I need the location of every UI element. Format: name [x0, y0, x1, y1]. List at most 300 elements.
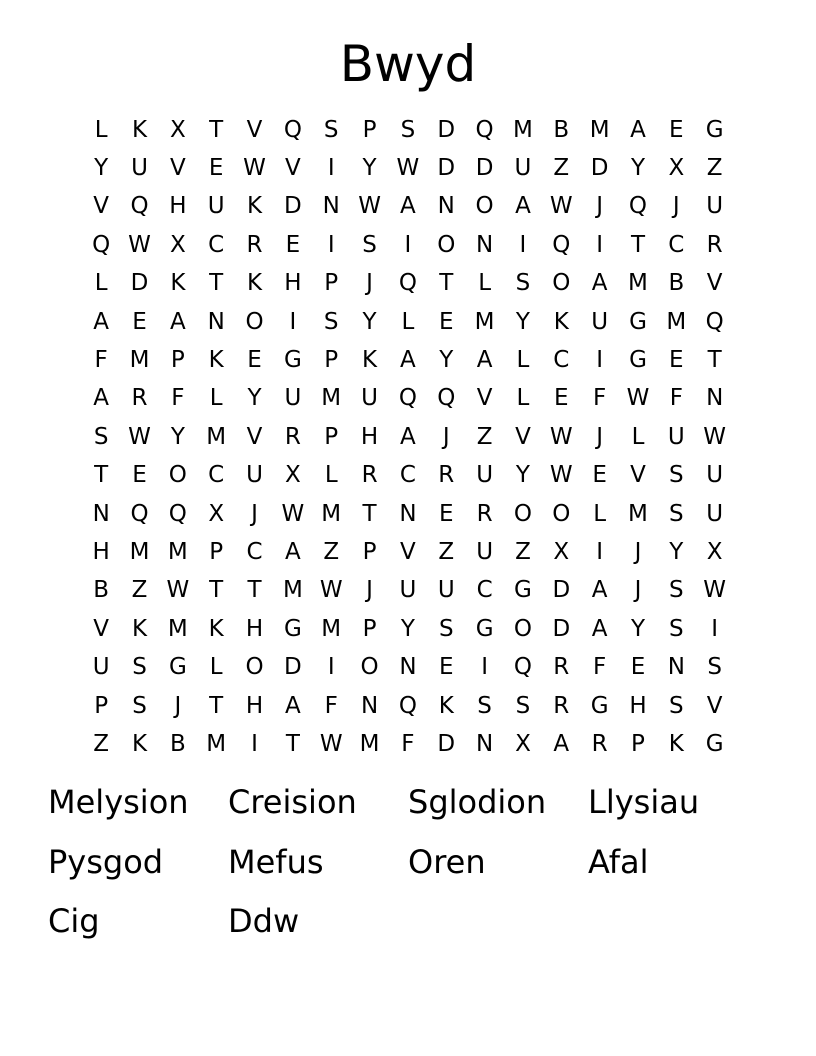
grid-cell[interactable]: E	[438, 308, 454, 335]
grid-cell[interactable]: F	[593, 385, 607, 412]
grid-cell[interactable]: G	[283, 347, 302, 374]
grid-cell[interactable]: Z	[323, 538, 340, 565]
grid-cell[interactable]: W	[396, 155, 420, 182]
grid-cell[interactable]: Z	[131, 577, 148, 604]
grid-cell[interactable]: C	[553, 347, 570, 374]
grid-cell[interactable]: J	[366, 577, 373, 604]
grid-cell[interactable]: G	[514, 577, 532, 604]
grid-cell[interactable]: H	[245, 692, 264, 719]
grid-cell[interactable]: E	[438, 654, 454, 681]
grid-cell[interactable]: I	[327, 654, 335, 681]
grid-cell[interactable]: Y	[362, 308, 377, 335]
grid-cell[interactable]: G	[629, 308, 647, 335]
grid-cell[interactable]: Y	[94, 155, 109, 182]
grid-cell[interactable]: U	[706, 193, 724, 220]
grid-cell[interactable]: L	[516, 347, 530, 374]
grid-cell[interactable]: V	[169, 155, 186, 182]
grid-cell[interactable]: Y	[669, 538, 684, 565]
grid-cell[interactable]: A	[591, 270, 608, 297]
grid-cell[interactable]: S	[669, 462, 684, 489]
grid-cell[interactable]: N	[360, 692, 379, 719]
grid-cell[interactable]: K	[131, 116, 148, 143]
grid-cell[interactable]: T	[439, 270, 454, 297]
grid-cell[interactable]: A	[285, 538, 301, 565]
grid-cell[interactable]: K	[131, 615, 148, 642]
grid-cell[interactable]: U	[514, 155, 532, 182]
grid-cell[interactable]: K	[247, 270, 263, 297]
grid-cell[interactable]: Z	[553, 155, 570, 182]
grid-cell[interactable]: W	[703, 577, 727, 604]
grid-cell[interactable]: N	[476, 730, 494, 757]
word-list-item: Creision	[228, 783, 357, 821]
grid-cell[interactable]: K	[208, 347, 224, 374]
grid-cell[interactable]: V	[706, 692, 723, 719]
grid-cell[interactable]: I	[519, 231, 527, 258]
grid-cell[interactable]: S	[438, 615, 454, 642]
grid-cell[interactable]: W	[128, 231, 151, 258]
grid-cell[interactable]: O	[475, 193, 494, 220]
grid-cell[interactable]: S	[707, 654, 722, 681]
grid-cell[interactable]: V	[630, 462, 646, 489]
grid-cell[interactable]: D	[552, 577, 571, 604]
grid-cell[interactable]: L	[324, 462, 338, 489]
grid-cell[interactable]: P	[362, 615, 377, 642]
grid-cell[interactable]: F	[171, 385, 185, 412]
word-list-item: Llysiau	[588, 783, 700, 821]
grid-cell[interactable]: D	[284, 193, 302, 220]
grid-cell[interactable]: V	[476, 385, 493, 412]
grid-cell[interactable]: W	[319, 730, 343, 757]
grid-cell[interactable]: S	[362, 231, 377, 258]
grid-cell[interactable]: M	[206, 423, 227, 450]
word-list-item: Sglodion	[408, 783, 547, 821]
grid-cell[interactable]: L	[401, 308, 415, 335]
grid-cell[interactable]: O	[552, 500, 571, 527]
grid-cell[interactable]: T	[707, 347, 722, 374]
grid-cell[interactable]: P	[324, 347, 339, 374]
grid-cell[interactable]: G	[705, 730, 724, 757]
grid-cell[interactable]: W	[319, 577, 343, 604]
grid-cell[interactable]: V	[246, 116, 263, 143]
grid-cell[interactable]: G	[590, 692, 609, 719]
grid-cell[interactable]: H	[284, 270, 302, 297]
grid-cell[interactable]: P	[94, 692, 109, 719]
grid-cell[interactable]: I	[711, 615, 719, 642]
grid-cell[interactable]: E	[247, 347, 262, 374]
grid-cell[interactable]: A	[591, 615, 608, 642]
grid-cell[interactable]: R	[553, 692, 570, 719]
grid-cell[interactable]: J	[251, 500, 258, 527]
grid-cell[interactable]: G	[283, 615, 302, 642]
grid-cell[interactable]: V	[515, 423, 531, 450]
grid-cell[interactable]: E	[285, 231, 301, 258]
grid-cell[interactable]: P	[362, 538, 377, 565]
grid-cell[interactable]: U	[207, 193, 225, 220]
grid-cell[interactable]: J	[596, 193, 604, 220]
grid-cell[interactable]: V	[93, 193, 110, 220]
grid-cell[interactable]: H	[245, 615, 264, 642]
grid-cell[interactable]: M	[666, 308, 687, 335]
grid-cell[interactable]: S	[400, 116, 416, 143]
grid-cell[interactable]: M	[129, 347, 150, 374]
grid-cell[interactable]: Q	[398, 385, 417, 412]
grid-cell[interactable]: Y	[247, 385, 262, 412]
grid-cell[interactable]: G	[168, 654, 187, 681]
grid-cell[interactable]: A	[630, 116, 646, 143]
grid-cell[interactable]: H	[169, 193, 187, 220]
letter-grid[interactable]	[82, 111, 734, 764]
grid-cell[interactable]: D	[590, 155, 609, 182]
grid-cell[interactable]: U	[437, 577, 455, 604]
grid-cell[interactable]: J	[672, 193, 680, 220]
grid-cell[interactable]: S	[477, 692, 492, 719]
grid-cell[interactable]: W	[626, 385, 650, 412]
grid-cell[interactable]: Z	[438, 538, 455, 565]
grid-cell[interactable]: R	[438, 462, 455, 489]
grid-cell[interactable]: T	[362, 500, 377, 527]
grid-cell[interactable]: K	[438, 692, 454, 719]
grid-cell[interactable]: Z	[706, 155, 723, 182]
grid-cell[interactable]: L	[631, 423, 645, 450]
grid-cell[interactable]: P	[324, 270, 339, 297]
grid-cell[interactable]: M	[321, 500, 342, 527]
grid-cell[interactable]: T	[630, 231, 646, 258]
grid-cell[interactable]: O	[513, 500, 532, 527]
grid-cell[interactable]: Y	[515, 462, 530, 489]
grid-cell[interactable]: N	[476, 231, 494, 258]
grid-cell[interactable]: W	[703, 423, 727, 450]
grid-cell[interactable]: R	[361, 462, 378, 489]
grid-cell[interactable]: Q	[437, 385, 456, 412]
grid-cell[interactable]: N	[92, 500, 110, 527]
grid-cell[interactable]: Q	[130, 193, 149, 220]
grid-cell[interactable]: D	[284, 654, 302, 681]
grid-cell[interactable]: U	[131, 155, 148, 182]
grid-cell[interactable]: H	[629, 692, 647, 719]
grid-cell[interactable]: N	[399, 500, 417, 527]
grid-cell[interactable]: E	[554, 385, 569, 412]
grid-cell[interactable]: G	[705, 116, 724, 143]
grid-cell[interactable]: D	[130, 270, 149, 297]
grid-cell[interactable]: M	[282, 577, 303, 604]
grid-cell[interactable]: U	[667, 423, 685, 450]
grid-cell[interactable]: L	[593, 500, 607, 527]
grid-cell[interactable]: M	[628, 500, 648, 527]
grid-cell[interactable]: Y	[515, 308, 530, 335]
grid-cell[interactable]: X	[169, 116, 186, 143]
grid-cell[interactable]: E	[669, 116, 684, 143]
grid-cell[interactable]: D	[437, 730, 456, 757]
grid-cell[interactable]: Q	[283, 116, 302, 143]
grid-cell[interactable]: T	[209, 577, 224, 604]
grid-cell[interactable]: P	[631, 730, 645, 757]
word-list-item: Melysion	[48, 783, 189, 821]
grid-cell[interactable]: Q	[513, 654, 532, 681]
grid-cell[interactable]: A	[400, 423, 416, 450]
grid-cell[interactable]: M	[628, 270, 648, 297]
grid-cell[interactable]: T	[209, 270, 224, 297]
grid-cell[interactable]: U	[476, 538, 494, 565]
grid-cell[interactable]: O	[245, 654, 264, 681]
grid-cell[interactable]: U	[706, 462, 724, 489]
grid-cell[interactable]: M	[129, 538, 150, 565]
grid-cell[interactable]: E	[592, 462, 607, 489]
grid-cell[interactable]: C	[246, 538, 263, 565]
grid-cell[interactable]: U	[361, 385, 378, 412]
grid-cell[interactable]: M	[167, 538, 188, 565]
grid-cell[interactable]: T	[94, 462, 109, 489]
grid-cell[interactable]: J	[596, 423, 604, 450]
grid-cell[interactable]: W	[128, 423, 151, 450]
grid-cell[interactable]: X	[169, 231, 186, 258]
grid-cell[interactable]: O	[168, 462, 187, 489]
grid-cell[interactable]: Q	[398, 270, 417, 297]
word-list-item: Afal	[588, 842, 649, 881]
grid-cell[interactable]: G	[475, 615, 494, 642]
grid-cell[interactable]: W	[166, 577, 190, 604]
grid-cell[interactable]: S	[669, 692, 684, 719]
grid-cell[interactable]: X	[515, 730, 531, 757]
grid-cell[interactable]: F	[324, 692, 338, 719]
grid-cell[interactable]: K	[131, 730, 148, 757]
grid-cell[interactable]: K	[247, 193, 263, 220]
grid-cell[interactable]: E	[132, 462, 147, 489]
grid-cell[interactable]: F	[593, 654, 607, 681]
grid-cell[interactable]: C	[668, 231, 685, 258]
grid-cell[interactable]: I	[596, 347, 604, 374]
grid-cell[interactable]: O	[513, 615, 532, 642]
grid-cell[interactable]: M	[321, 385, 342, 412]
grid-cell[interactable]: R	[476, 500, 493, 527]
grid-cell[interactable]: L	[94, 270, 108, 297]
grid-cell[interactable]: S	[323, 116, 339, 143]
grid-cell[interactable]: E	[208, 155, 224, 182]
grid-cell[interactable]: B	[668, 270, 685, 297]
grid-cell[interactable]: Y	[439, 347, 454, 374]
grid-cell[interactable]: I	[404, 231, 412, 258]
grid-cell[interactable]: W	[281, 500, 305, 527]
grid-cell[interactable]: X	[668, 155, 685, 182]
grid-cell[interactable]: Z	[515, 538, 531, 565]
grid-cell[interactable]: W	[549, 462, 573, 489]
grid-cell[interactable]: Q	[398, 692, 417, 719]
grid-cell[interactable]: E	[669, 347, 684, 374]
grid-cell[interactable]: R	[553, 654, 570, 681]
grid-cell[interactable]: N	[437, 193, 455, 220]
word-list-item: Ddw	[228, 902, 300, 940]
grid-cell[interactable]: Q	[92, 231, 111, 258]
grid-cell[interactable]: P	[170, 347, 185, 374]
grid-cell[interactable]: H	[92, 538, 110, 565]
grid-cell[interactable]: M	[167, 615, 188, 642]
grid-cell[interactable]: A	[400, 193, 416, 220]
grid-cell[interactable]: O	[360, 654, 379, 681]
grid-cell[interactable]: X	[706, 538, 723, 565]
grid-cell[interactable]: E	[630, 654, 646, 681]
grid-cell[interactable]: P	[209, 538, 224, 565]
grid-cell[interactable]: C	[208, 462, 225, 489]
grid-cell[interactable]: M	[359, 730, 380, 757]
grid-cell[interactable]: J	[174, 692, 182, 719]
grid-cell[interactable]: M	[206, 730, 227, 757]
grid-cell[interactable]: Q	[628, 193, 648, 220]
grid-cell[interactable]: X	[208, 500, 225, 527]
grid-cell[interactable]: L	[209, 385, 223, 412]
grid-cell[interactable]: K	[362, 347, 378, 374]
grid-cell[interactable]: Y	[362, 155, 377, 182]
grid-cell[interactable]: Y	[630, 615, 646, 642]
grid-cell[interactable]: Z	[93, 730, 110, 757]
grid-cell[interactable]: A	[515, 193, 531, 220]
grid-cell[interactable]: C	[399, 462, 416, 489]
grid-cell[interactable]: N	[399, 654, 417, 681]
grid-cell[interactable]: L	[94, 116, 108, 143]
grid-cell[interactable]: Y	[170, 423, 185, 450]
grid-cell[interactable]: R	[706, 231, 723, 258]
grid-cell[interactable]: I	[481, 654, 488, 681]
grid-cell[interactable]: U	[591, 308, 609, 335]
word-list-item: Pysgod	[48, 842, 164, 881]
grid-cell[interactable]: Q	[130, 500, 149, 527]
grid-cell[interactable]: I	[251, 730, 258, 757]
grid-cell[interactable]: C	[208, 231, 225, 258]
grid-cell[interactable]: M	[321, 615, 342, 642]
grid-cell[interactable]: T	[247, 577, 262, 604]
grid-cell[interactable]: D	[437, 155, 456, 182]
grid-cell[interactable]: P	[362, 116, 377, 143]
grid-cell[interactable]: Z	[476, 423, 493, 450]
grid-cell[interactable]: N	[706, 385, 724, 412]
grid-cell[interactable]: B	[93, 577, 110, 604]
grid-cell[interactable]: A	[285, 692, 301, 719]
word-list-item: Cig	[48, 902, 100, 940]
grid-cell[interactable]: A	[476, 347, 493, 374]
grid-cell[interactable]: M	[589, 116, 610, 143]
grid-cell[interactable]: S	[669, 577, 684, 604]
grid-cell[interactable]: O	[437, 231, 456, 258]
word-list-item: Oren	[408, 842, 486, 881]
grid-cell[interactable]: U	[399, 577, 417, 604]
grid-cell[interactable]: K	[553, 308, 569, 335]
grid-cell[interactable]: U	[284, 385, 302, 412]
grid-cell[interactable]: A	[93, 308, 110, 335]
grid-cell[interactable]: S	[132, 654, 147, 681]
grid-cell[interactable]: S	[323, 308, 339, 335]
grid-cell[interactable]: T	[209, 116, 224, 143]
grid-cell[interactable]: Q	[705, 308, 724, 335]
grid-cell[interactable]: O	[552, 270, 571, 297]
grid-cell[interactable]: U	[706, 500, 724, 527]
grid-cell[interactable]: U	[476, 462, 494, 489]
grid-cell[interactable]: K	[170, 270, 186, 297]
puzzle-title: Bwyd	[339, 35, 477, 93]
grid-cell[interactable]: E	[438, 500, 454, 527]
grid-cell[interactable]: J	[634, 538, 642, 565]
grid-cell[interactable]: I	[596, 231, 604, 258]
grid-cell[interactable]: I	[327, 155, 335, 182]
grid-cell[interactable]: R	[131, 385, 148, 412]
grid-cell[interactable]: Q	[552, 231, 571, 258]
grid-cell[interactable]: M	[474, 308, 495, 335]
grid-cell[interactable]: C	[476, 577, 493, 604]
grid-cell[interactable]: O	[245, 308, 264, 335]
grid-cell[interactable]: W	[358, 193, 381, 220]
grid-cell[interactable]: T	[209, 692, 224, 719]
grid-cell[interactable]: E	[132, 308, 147, 335]
grid-cell[interactable]: R	[591, 730, 608, 757]
grid-cell[interactable]: P	[324, 423, 339, 450]
grid-cell[interactable]: L	[478, 270, 492, 297]
grid-cell[interactable]: D	[552, 615, 571, 642]
grid-cell[interactable]: N	[667, 654, 685, 681]
grid-cell[interactable]: S	[515, 270, 531, 297]
grid-cell[interactable]: V	[400, 538, 416, 565]
grid-cell[interactable]: M	[513, 116, 533, 143]
grid-cell[interactable]: N	[322, 193, 340, 220]
grid-cell[interactable]: A	[553, 730, 570, 757]
grid-cell[interactable]: S	[515, 692, 531, 719]
grid-cell[interactable]: W	[243, 155, 266, 182]
grid-cell[interactable]: A	[93, 385, 110, 412]
grid-cell[interactable]: I	[327, 231, 335, 258]
grid-cell[interactable]: D	[437, 116, 456, 143]
grid-cell[interactable]: A	[400, 347, 416, 374]
grid-cell[interactable]: F	[94, 347, 108, 374]
grid-cell[interactable]: K	[208, 615, 224, 642]
grid-cell[interactable]: A	[591, 577, 608, 604]
grid-cell[interactable]: B	[169, 730, 186, 757]
grid-cell[interactable]: H	[360, 423, 379, 450]
grid-cell[interactable]: S	[93, 423, 109, 450]
grid-cell[interactable]: Q	[168, 500, 187, 527]
grid-cell[interactable]: R	[246, 231, 263, 258]
grid-cell[interactable]: S	[132, 692, 147, 719]
grid-cell[interactable]: J	[366, 270, 373, 297]
grid-cell[interactable]: I	[289, 308, 297, 335]
grid-cell[interactable]: V	[706, 270, 723, 297]
grid-cell[interactable]: U	[246, 462, 263, 489]
grid-cell[interactable]: X	[553, 538, 570, 565]
grid-cell[interactable]: D	[475, 155, 494, 182]
grid-cell[interactable]: V	[285, 155, 301, 182]
grid-cell[interactable]: U	[92, 654, 110, 681]
grid-cell[interactable]: W	[549, 193, 573, 220]
grid-cell[interactable]: G	[629, 347, 647, 374]
grid-cell[interactable]: W	[549, 423, 573, 450]
grid-cell[interactable]: F	[401, 730, 415, 757]
grid-cell[interactable]: T	[285, 730, 300, 757]
grid-cell[interactable]: F	[669, 385, 683, 412]
grid-cell[interactable]: Y	[400, 615, 415, 642]
grid-cell[interactable]: V	[93, 615, 110, 642]
grid-cell[interactable]: N	[207, 308, 225, 335]
grid-cell[interactable]: I	[596, 538, 604, 565]
grid-cell[interactable]: A	[169, 308, 186, 335]
grid-cell[interactable]: Y	[630, 155, 646, 182]
grid-cell[interactable]: X	[285, 462, 301, 489]
grid-cell[interactable]: S	[669, 615, 684, 642]
grid-cell[interactable]: Q	[475, 116, 494, 143]
grid-cell[interactable]: S	[669, 500, 684, 527]
grid-cell[interactable]: V	[246, 423, 263, 450]
grid-cell[interactable]: R	[284, 423, 301, 450]
grid-cell[interactable]: L	[516, 385, 530, 412]
grid-cell[interactable]: J	[442, 423, 450, 450]
grid-cell[interactable]: L	[209, 654, 223, 681]
grid-cell[interactable]: J	[634, 577, 642, 604]
grid-cell[interactable]: K	[668, 730, 684, 757]
grid-cell[interactable]: B	[553, 116, 570, 143]
